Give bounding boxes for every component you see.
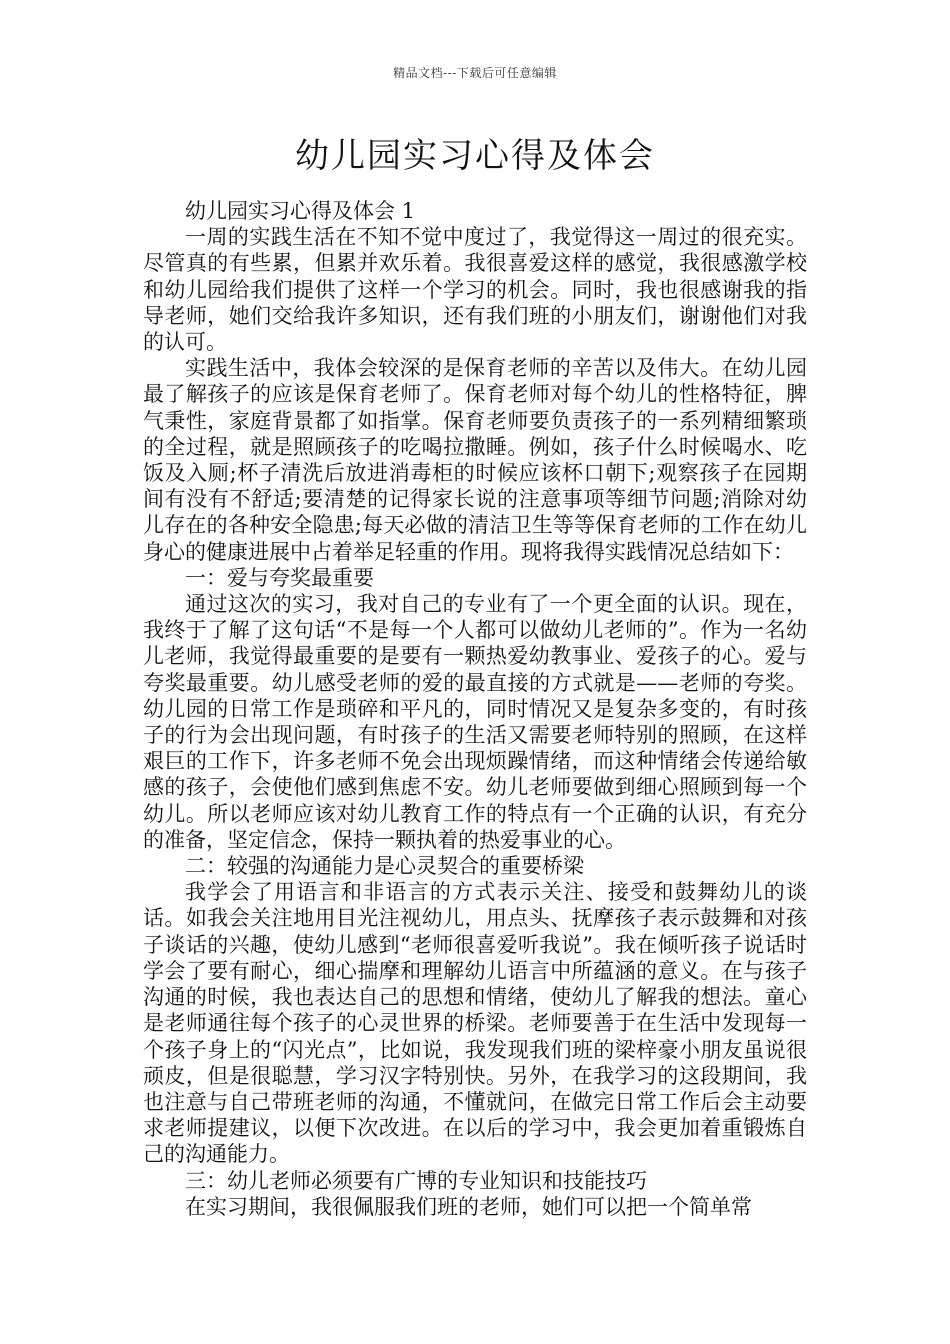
document-body: [143, 198, 807, 1220]
section-paragraph: 在实习期间，我很佩服我们班的老师，她们可以把一个简单常: [185, 1194, 752, 1219]
section-paragraph: 通过这次的实习，我对自己的专业有了一个更全面的认识。现在，我终于了解了这句话“不是每一个人都可以做幼儿老师的”。作为一名幼儿老师，我觉得最重要的是要有一颗热爱幼教事业、爱孩子的心。爱与夸奖最重要。幼儿感受老师的爱的最直接的方式就是——老师的夸奖。幼儿园的日常工作是琐碎和平凡的，同时情况又是复杂多变的，有时孩子的行为会出现问题，有时孩子的生活又需要老师特别的照顾，在这样艰巨的工作下，许多老师不免会出现烦躁情绪，而这种情绪会传递给敏感的孩子，会使他们感到焦虑不安。幼儿老师要做到细心照顾到每一个幼儿。所以老师应该对幼儿教育工作的特点有一个正确的认识，有充分的准备，坚定信念，保持一颗执着的热爱事业的心。: [143, 592, 807, 852]
section-heading: 一：爱与夸奖最重要: [185, 565, 374, 590]
section-paragraph: 我学会了用语言和非语言的方式表示关注、接受和鼓舞幼儿的谈话。如我会关注地用目光注视幼儿，用点头、抚摩孩子表示鼓舞和对孩子谈话的兴趣，使幼儿感到“老师很喜爱听我说”。我在倾听孩子说话时学会了要有耐心，细心揣摩和理解幼儿语言中所蕴涵的意义。在与孩子沟通的时候，我也表达自己的思想和情绪，使幼儿了解我的想法。童心是老师通往每个孩子的心灵世界的桥梁。老师要善于在生活中发现每一个孩子身上的“闪光点”，比如说，我发现我们班的梁梓豪小朋友虽说很顽皮，但是很聪慧，学习汉字特别快。另外，在我学习的这段期间，我也注意与自己带班老师的沟通，不懂就问，在做完日常工作后会主动要求老师提建议，以便下次改进。在以后的学习中，我会更加着重锻炼自己的沟通能力。: [143, 880, 807, 1167]
subtitle: 幼儿园实习心得及体会 1: [185, 199, 416, 223]
section-heading: 二：较强的沟通能力是心灵契合的重要桥梁: [185, 854, 584, 879]
paragraph: 实践生活中，我体会较深的是保育老师的辛苦以及伟大。在幼儿园最了解孩子的应该是保育老师了。保育老师对每个幼儿的性格特征，脾气秉性，家庭背景都了如指掌。保育老师要负责孩子的一系列精细繁琐的全过程，就是照顾孩子的吃喝拉撒睡。例如，孩子什么时候喝水、吃饭及入厕;杯子清洗后放进消毒柜的时候应该杯口朝下;观察孩子在园期间有没有不舒适;要清楚的记得家长说的注意事项等细节问题;消除对幼儿存在的各种安全隐患;每天必做的清洁卫生等等保育老师的工作在幼儿身心的健康进展中占着举足轻重的作用。现将我得实践情况总结如下：: [143, 356, 807, 564]
section-heading: 三：幼儿老师必须要有广博的专业知识和技能技巧: [185, 1168, 647, 1193]
header-note: 精品文档---下载后可任意编辑: [393, 66, 557, 80]
document-title: 幼儿园实习心得及体会: [295, 136, 655, 176]
paragraph: 一周的实践生活在不知不觉中度过了，我觉得这一周过的很充实。尽管真的有些累，但累并欢乐着。我很喜爱这样的感觉，我很感激学校和幼儿园给我们提供了这样一个学习的机会。同时，我也很感谢我的指导老师，她们交给我许多知识，还有我们班的小朋友们，谢谢他们对我的认可。: [143, 225, 807, 355]
